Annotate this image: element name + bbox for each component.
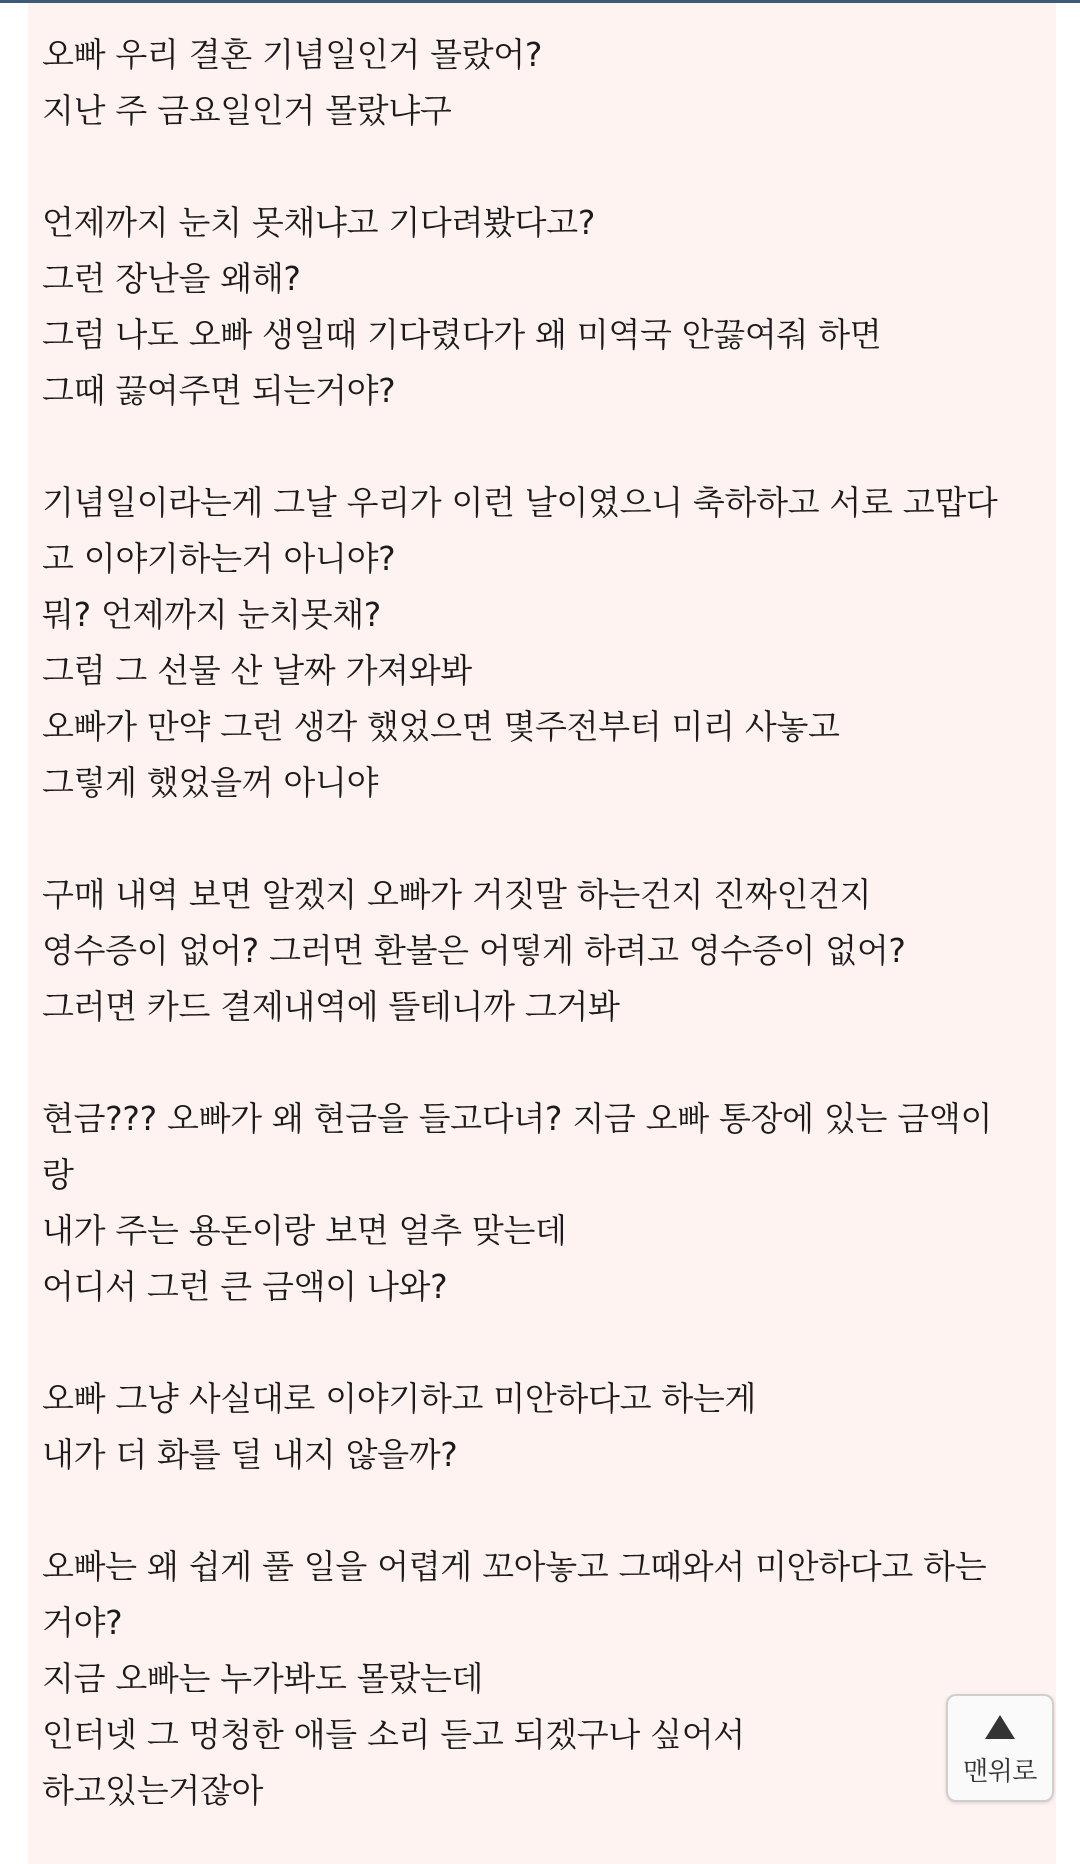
post-line: 오빠 그냥 사실대로 이야기하고 미안하다고 하는게 (42, 1379, 757, 1418)
post-line: 지난 주 금요일인거 몰랐냐구 (42, 91, 452, 130)
post-line: 하고있는거잖아 (42, 1771, 264, 1810)
post-line-blank (42, 811, 1052, 867)
post-line: 언제까지 눈치 못채냐고 기다려봤다고? (42, 203, 596, 242)
post-line: 어디서 그런 큰 금액이 나와? (42, 1267, 448, 1306)
post-line: 그럼 나도 오빠 생일때 기다렸다가 왜 미역국 안끓여줘 하면 (42, 315, 882, 354)
post-line: 그런 장난을 왜해? (42, 259, 301, 298)
post-line: 내가 더 화를 덜 내지 않을까? (42, 1435, 458, 1474)
post-line-blank (42, 1035, 1052, 1091)
post-line: 오빠 우리 결혼 기념일인거 몰랐어? (42, 35, 543, 74)
post-line: 오빠가 만약 그런 생각 했었으면 몇주전부터 미리 사놓고 (42, 707, 840, 746)
post-line: 그러면 카드 결제내역에 뜰테니까 그거봐 (42, 987, 620, 1026)
post-line: 그때 끓여주면 되는거야? (42, 371, 396, 410)
post-line: 고 이야기하는거 아니야? (42, 539, 396, 578)
post-line-blank (42, 1315, 1052, 1371)
post-line: 그럼 그 선물 산 날짜 가져와봐 (42, 651, 472, 690)
post-line: 영수증이 없어? 그러면 환불은 어떻게 하려고 영수증이 없어? (42, 931, 906, 970)
post-line: 구매 내역 보면 알겠지 오빠가 거짓말 하는건지 진짜인건지 (42, 875, 872, 914)
scroll-to-top-button[interactable] (946, 1694, 1054, 1802)
post-line-blank (42, 419, 1052, 475)
post-line: 거야? (42, 1603, 123, 1642)
post-line: 지금 오빠는 누가봐도 몰랐는데 (42, 1659, 484, 1698)
post-line: 내가 주는 용돈이랑 보면 얼추 맞는데 (42, 1211, 567, 1250)
post-line-blank (42, 139, 1052, 195)
post-line: 인터넷 그 멍청한 애들 소리 듣고 되겠구나 싶어서 (42, 1715, 745, 1754)
scroll-to-top-label: 맨위로 (963, 1756, 1037, 1787)
post-line: 랑 (42, 1155, 74, 1194)
post-line: 그렇게 했었을꺼 아니야 (42, 763, 379, 802)
post-line: 뭐? 언제까지 눈치못채? (42, 595, 382, 634)
post-line: 오빠는 왜 쉽게 풀 일을 어렵게 꼬아놓고 그때와서 미안하다고 하는 (42, 1547, 987, 1586)
triangle-up-icon (985, 1715, 1015, 1739)
post-body (42, 27, 1052, 1819)
post-line: 현금??? 오빠가 왜 현금을 들고다녀? 지금 오빠 통장에 있는 금액이 (42, 1099, 993, 1138)
post-line-blank (42, 1483, 1052, 1539)
post-line: 기념일이라는게 그날 우리가 이런 날이였으니 축하하고 서로 고맙다 (42, 483, 998, 522)
